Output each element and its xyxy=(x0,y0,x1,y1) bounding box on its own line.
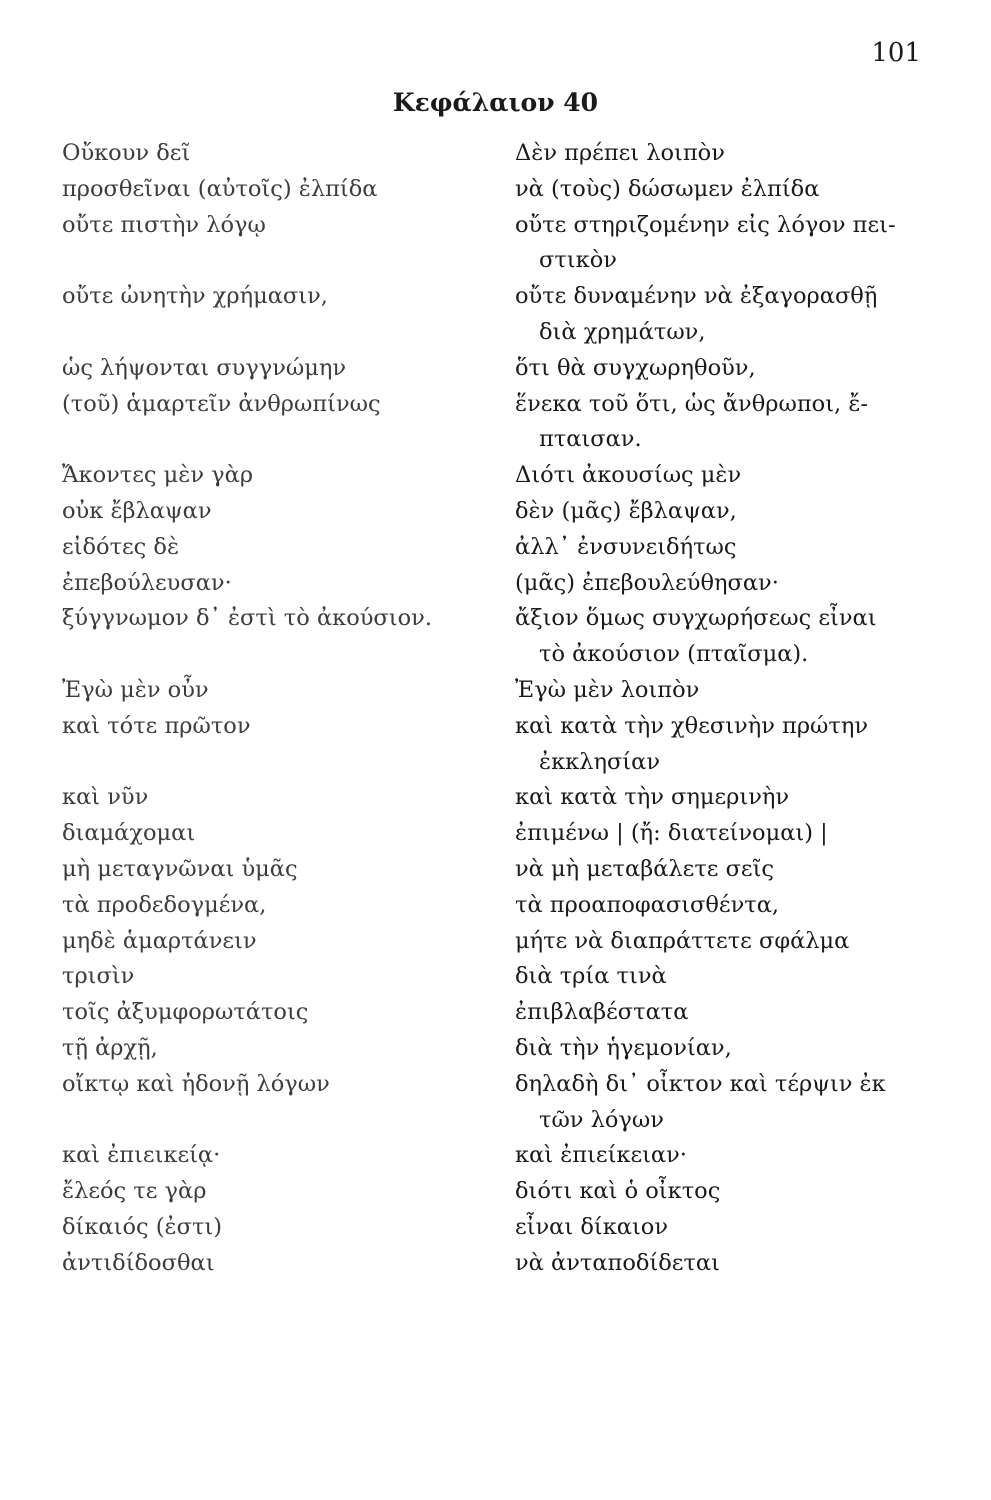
left-line: εἰδότες δὲ xyxy=(62,533,180,560)
right-line: μήτε νὰ διαπράττετε σφάλμα xyxy=(515,927,850,954)
left-line: Οὔκουν δεῖ xyxy=(62,140,191,166)
left-line xyxy=(62,315,492,351)
page-number: 101 xyxy=(871,38,921,68)
left-line: (τοῦ) ἁμαρτεῖν ἀνθρωπίνως xyxy=(62,390,381,417)
chapter-title: Κεφάλαιον 40 xyxy=(392,88,599,117)
left-line: οὔτε πιστὴν λόγῳ xyxy=(62,211,266,238)
right-line: καὶ κατὰ τὴν χθεσινὴν πρώτην xyxy=(515,712,869,739)
left-line xyxy=(62,745,492,781)
right-line: δηλαδὴ δι᾽ οἶκτον καὶ τέρψιν ἐκ xyxy=(515,1070,886,1097)
left-line: μηδὲ ἁμαρτάνειν xyxy=(62,927,257,954)
right-line: (μᾶς) ἐπεβουλεύθησαν· xyxy=(515,569,779,596)
greek-original-column xyxy=(62,136,492,1282)
left-line: οὐκ ἔβλαψαν xyxy=(62,497,212,524)
right-line: εἶναι δίκαιον xyxy=(515,1213,668,1240)
left-line: ἀντιδίδοσθαι xyxy=(62,1249,215,1276)
right-line: στικὸν xyxy=(539,247,617,274)
right-line: Διότι ἀκουσίως μὲν xyxy=(515,462,742,489)
left-line: προσθεῖναι (αὐτοῖς) ἐλπίδα xyxy=(62,175,378,202)
right-line: ἐκκλησίαν xyxy=(539,748,660,775)
right-line: διὰ τρία τινὰ xyxy=(515,963,667,990)
left-line: ἐπεβούλευσαν· xyxy=(62,569,232,596)
left-line xyxy=(62,243,492,279)
left-line: ἔλεός τε γὰρ xyxy=(62,1178,207,1205)
right-line: ἕνεκα τοῦ ὅτι, ὡς ἄνθρωποι, ἔ- xyxy=(515,390,868,417)
left-line: μὴ μεταγνῶναι ὑμᾶς xyxy=(62,855,298,882)
right-line: διὰ χρημάτων, xyxy=(539,318,706,345)
left-line: οἴκτῳ καὶ ἡδονῇ λόγων xyxy=(62,1070,330,1097)
right-line: τὸ ἀκούσιον (πταῖσμα). xyxy=(539,641,809,668)
left-line: τρισὶν xyxy=(62,963,135,990)
left-line: καὶ ἐπιεικείᾳ· xyxy=(62,1142,221,1169)
left-line: τῇ ἀρχῇ, xyxy=(62,1034,158,1061)
left-line: δίκαιός (ἐστι) xyxy=(62,1213,223,1240)
right-line: τῶν λόγων xyxy=(539,1106,664,1133)
left-line: τὰ προδεδογμένα, xyxy=(62,891,267,918)
right-line: καὶ κατὰ τὴν σημερινὴν xyxy=(515,784,790,811)
right-line: Ἐγὼ μὲν λοιπὸν xyxy=(515,676,700,703)
left-line: διαμάχομαι xyxy=(62,820,196,847)
right-line: πταισαν. xyxy=(539,426,642,453)
right-line: νὰ (τοὺς) δώσωμεν ἐλπίδα xyxy=(515,175,820,202)
right-line: ὅτι θὰ συγχωρηθοῦν, xyxy=(515,354,756,381)
left-line: ὡς λήψονται συγγνώμην xyxy=(62,354,347,381)
left-line: καὶ τότε πρῶτον xyxy=(62,712,251,739)
right-line: διὰ τὴν ἡγεμονίαν, xyxy=(515,1034,732,1061)
left-line: τοῖς ἀξυμφορωτάτοις xyxy=(62,999,309,1026)
right-line: νὰ ἀνταποδίδεται xyxy=(515,1249,720,1276)
right-line: διότι καὶ ὁ οἶκτος xyxy=(515,1178,721,1205)
left-line: Ἐγὼ μὲν οὖν xyxy=(62,676,209,703)
right-line: τὰ προαποφασισθέντα, xyxy=(515,891,780,918)
right-line: καὶ ἐπιείκειαν· xyxy=(515,1142,687,1169)
right-line: ἄξιον ὅμως συγχωρήσεως εἶναι xyxy=(515,605,877,632)
left-line: καὶ νῦν xyxy=(62,784,149,811)
left-line: ξύγγνωμον δ᾽ ἐστὶ τὸ ἀκούσιον. xyxy=(62,605,432,632)
modern-greek-translation-column xyxy=(515,136,935,1282)
right-line: ἐπιμένω | (ἤ: διατείνομαι) | xyxy=(515,820,828,847)
left-line xyxy=(62,1103,492,1139)
right-line: ἐπιβλαβέστατα xyxy=(515,999,689,1026)
left-line xyxy=(62,422,492,458)
right-line: δὲν (μᾶς) ἔβλαψαν, xyxy=(515,497,737,524)
right-line: οὔτε δυναμένην νὰ ἐξαγορασθῇ xyxy=(515,283,878,310)
right-line: ἀλλ᾽ ἐνσυνειδήτως xyxy=(515,533,737,560)
right-line: οὔτε στηριζομένην εἰς λόγον πει- xyxy=(515,211,896,238)
left-line: οὔτε ὠνητὴν χρήμασιν, xyxy=(62,283,328,310)
right-line: νὰ μὴ μεταβάλετε σεῖς xyxy=(515,855,775,882)
left-line: Ἄκοντες μὲν γὰρ xyxy=(62,462,254,489)
left-line xyxy=(62,637,492,673)
right-line: Δὲν πρέπει λοιπὸν xyxy=(515,140,725,166)
